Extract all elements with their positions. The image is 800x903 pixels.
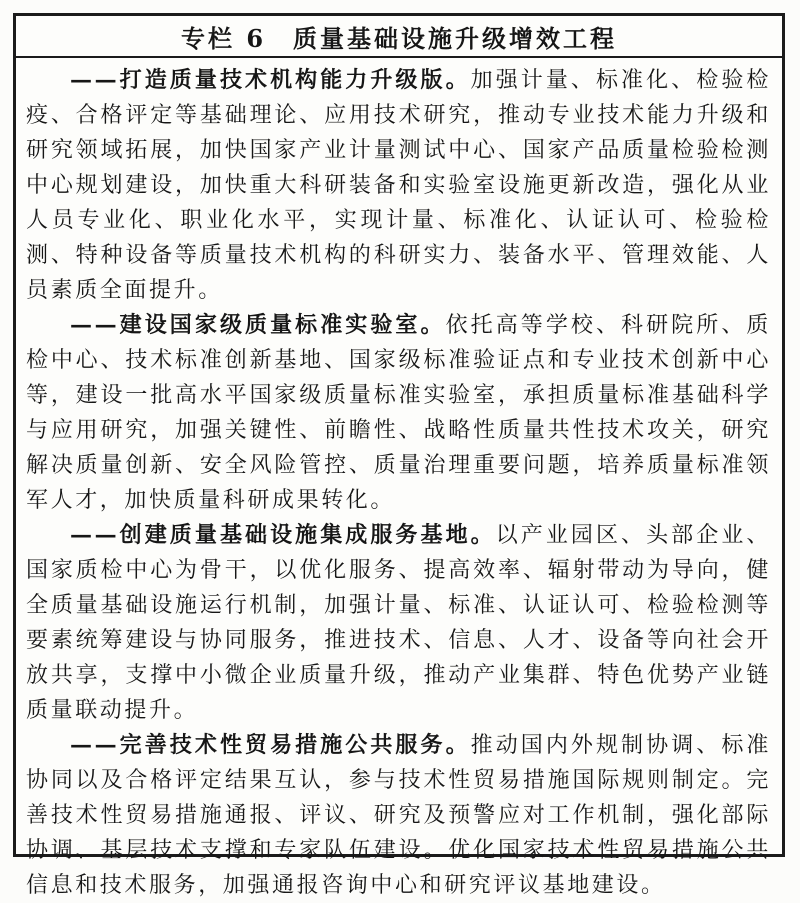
paragraph-text: 推动国内外规制协调、标准协同以及合格评定结果互认，参与技术性贸易措施国际规则制定。完善技术性贸易措施通报、评议、研究及预警应对工作机制，强化部际协调、基层技术支撑和专家队伍建设。优化国家技术性贸易措施公共信息和技术服务，加强通报咨询中心和研究评议基地建设。: [26, 733, 771, 898]
paragraph-text: 以产业园区、头部企业、国家质检中心为骨干，以优化服务、提高效率、辐射带动为导向，健全质量基础设施运行机制，加强计量、标准、认证认可、检验检测等要素统筹建设与协同服务，推进技术、信息、人才、设备等向社会开放共享，支撑中小微企业质量升级，推动产业集群、特色优势产业链质量联动提升。: [26, 523, 771, 723]
paragraph-text: 加强计量、标准化、检验检疫、合格评定等基础理论、应用技术研究，推动专业技术能力升级和研究领域拓展，加快国家产业计量测试中心、国家产品质量检验检测中心规划建设，加快重大科研装备和实验室设施更新改造，强化从业人员专业化、职业化水平，实现计量、标准化、认证认可、检验检测、特种设备等质量技术机构的科研实力、装备水平、管理效能、人员素质全面提升。: [26, 68, 771, 303]
paragraph: [26, 308, 771, 518]
paragraph-text: 依托高等学校、科研院所、质检中心、技术标准创新基地、国家级标准验证点和专业技术创新中心等，建设一批高水平国家级质量标准实验室，承担质量标准基础科学与应用研究，加强关键性、前瞻性、战略性质量共性技术攻关，研究解决质量创新、安全风险管控、质量治理重要问题，培养质量标准领军人才，加快质量科研成果转化。: [26, 313, 771, 513]
paragraph-lead: ——建设国家级质量标准实验室。: [70, 312, 446, 338]
panel-title: 专栏 6 质量基础设施升级增效工程: [16, 16, 782, 58]
paragraph: [26, 518, 771, 728]
paragraph-lead: ——打造质量技术机构能力升级版。: [70, 67, 471, 93]
paragraph-lead: ——完善技术性贸易措施公共服务。: [70, 732, 471, 758]
panel-body: [16, 58, 782, 903]
paragraph: [26, 728, 771, 903]
column-box: [13, 13, 785, 898]
paragraph: [26, 63, 771, 308]
paragraph-lead: ——创建质量基础设施集成服务基地。: [70, 522, 496, 548]
